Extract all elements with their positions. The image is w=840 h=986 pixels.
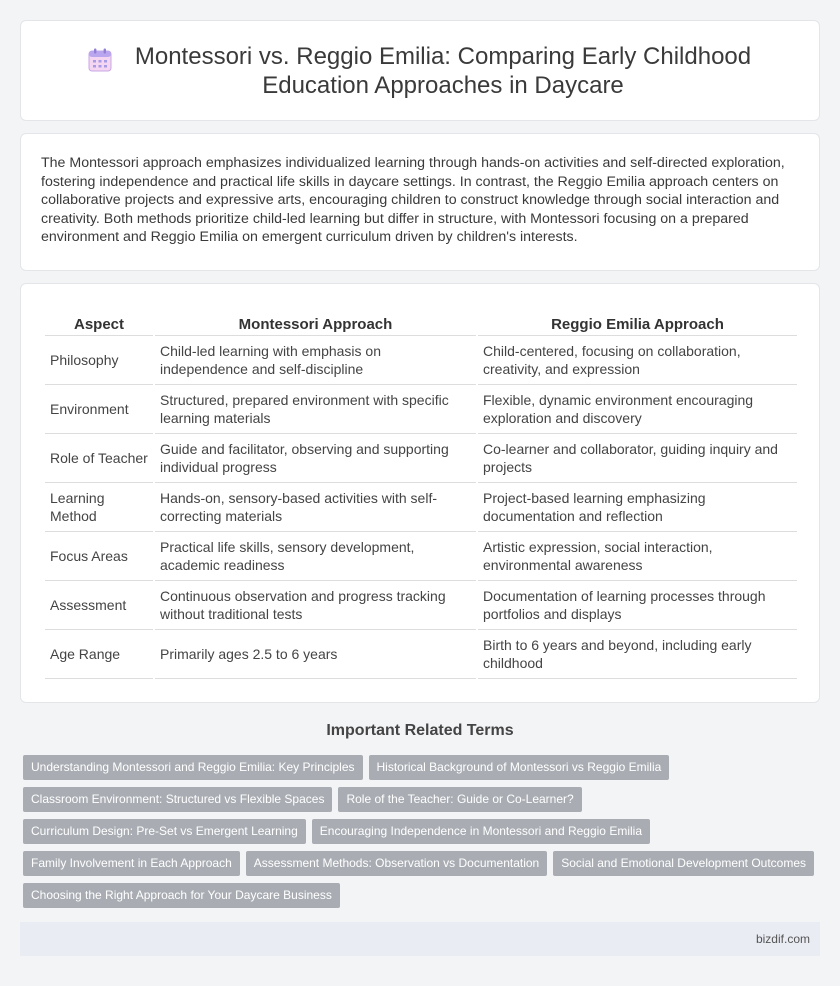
table-row xyxy=(45,630,797,679)
related-term-link[interactable]: Curriculum Design: Pre-Set vs Emergent Learning xyxy=(23,819,306,844)
intro-card xyxy=(20,133,820,271)
comparison-table xyxy=(43,304,799,679)
related-term-link[interactable]: Assessment Methods: Observation vs Documentation xyxy=(246,851,547,876)
table-row xyxy=(45,336,797,385)
tag-row xyxy=(23,787,823,812)
reggio-cell: Artistic expression, social interaction, environmental awareness xyxy=(478,532,797,581)
montessori-cell: Primarily ages 2.5 to 6 years xyxy=(155,630,476,679)
reggio-cell: Project-based learning emphasizing documentation and reflection xyxy=(478,483,797,532)
aspect-cell: Age Range xyxy=(45,630,153,679)
reggio-cell: Birth to 6 years and beyond, including early childhood xyxy=(478,630,797,679)
table-row xyxy=(45,434,797,483)
header-montessori: Montessori Approach xyxy=(155,304,476,336)
montessori-cell: Structured, prepared environment with specific learning materials xyxy=(155,385,476,434)
reggio-cell: Flexible, dynamic environment encouraging exploration and discovery xyxy=(478,385,797,434)
table-row xyxy=(45,483,797,532)
montessori-cell: Practical life skills, sensory development, academic readiness xyxy=(155,532,476,581)
table-header-row xyxy=(45,304,797,336)
tag-row xyxy=(23,819,823,844)
aspect-cell: Learning Method xyxy=(45,483,153,532)
table-row xyxy=(45,385,797,434)
intro-paragraph: The Montessori approach emphasizes individualized learning through hands-on activities and self-directed exploration, fostering independence and practical life skills in daycare settings. In contrast, the Reggio Emilia approach centers on collaborative projects and expressive arts, encouraging children to construct knowledge through social interaction and creativity. Both methods prioritize child-led learning but differ in structure, with Montessori focusing on a prepared environment and Reggio Emilia on emergent curriculum driven by children's interests. xyxy=(41,155,785,246)
header-reggio: Reggio Emilia Approach xyxy=(478,304,797,336)
montessori-cell: Child-led learning with emphasis on independence and self-discipline xyxy=(155,336,476,385)
calendar-icon xyxy=(87,47,113,73)
footer xyxy=(20,922,820,956)
comparison-table-card xyxy=(20,283,820,703)
aspect-cell: Environment xyxy=(45,385,153,434)
tag-row xyxy=(23,851,823,876)
montessori-cell: Guide and facilitator, observing and supporting individual progress xyxy=(155,434,476,483)
aspect-cell: Assessment xyxy=(45,581,153,630)
montessori-cell: Continuous observation and progress tracking without traditional tests xyxy=(155,581,476,630)
related-term-link[interactable]: Social and Emotional Development Outcomes xyxy=(553,851,814,876)
montessori-cell: Hands-on, sensory-based activities with self-correcting materials xyxy=(155,483,476,532)
reggio-cell: Child-centered, focusing on collaboration, creativity, and expression xyxy=(478,336,797,385)
header-card xyxy=(20,20,820,121)
related-term-link[interactable]: Role of the Teacher: Guide or Co-Learner? xyxy=(338,787,581,812)
related-term-link[interactable]: Choosing the Right Approach for Your Daycare Business xyxy=(23,883,340,908)
tag-row xyxy=(23,883,823,908)
related-terms-heading: Important Related Terms xyxy=(326,722,514,739)
aspect-cell: Focus Areas xyxy=(45,532,153,581)
table-row xyxy=(45,532,797,581)
related-term-link[interactable]: Encouraging Independence in Montessori and Reggio Emilia xyxy=(312,819,650,844)
tag-row xyxy=(23,755,823,780)
related-term-link[interactable]: Historical Background of Montessori vs Reggio Emilia xyxy=(369,755,670,780)
related-term-link[interactable]: Understanding Montessori and Reggio Emilia: Key Principles xyxy=(23,755,363,780)
reggio-cell: Documentation of learning processes through portfolios and displays xyxy=(478,581,797,630)
page-title: Montessori vs. Reggio Emilia: Comparing Early Childhood Education Approaches in Daycare xyxy=(134,42,752,99)
footer-site-link[interactable]: bizdif.com xyxy=(755,932,810,946)
related-term-link[interactable]: Family Involvement in Each Approach xyxy=(23,851,240,876)
table-row xyxy=(45,581,797,630)
header-aspect: Aspect xyxy=(45,304,153,336)
related-term-link[interactable]: Classroom Environment: Structured vs Flexible Spaces xyxy=(23,787,332,812)
aspect-cell: Role of Teacher xyxy=(45,434,153,483)
reggio-cell: Co-learner and collaborator, guiding inquiry and projects xyxy=(478,434,797,483)
related-terms-tags xyxy=(23,755,823,915)
aspect-cell: Philosophy xyxy=(45,336,153,385)
